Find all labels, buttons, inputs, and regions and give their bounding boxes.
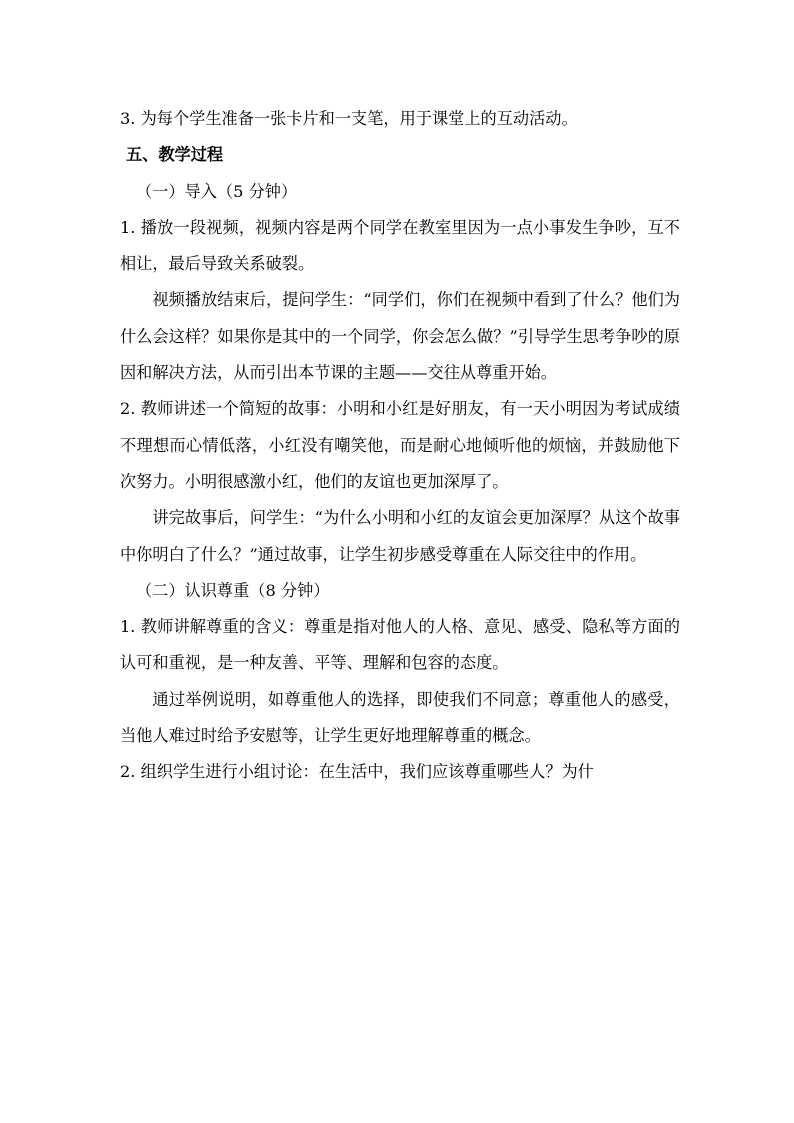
paragraph-video-questions: 视频播放结束后，提问学生：“同学们，你们在视频中看到了什么？他们为什么会这样？如果你是其中的一个同学，你会怎么做？”引导学生思考争吵的原因和解决方法，从而引出本节课的主题——交往从尊重开始。 [120,290,680,383]
sub-heading-understanding-respect: （二）认识尊重（8 分钟） [136,580,330,600]
list-item-group-discussion: 2. 组织学生进行小组讨论：在生活中，我们应该尊重哪些人？为什 [120,762,594,782]
document-body [120,101,680,791]
list-item-explain-respect: 1. 教师讲解尊重的含义：尊重是指对他人的人格、意见、感受、隐私等方面的认可和重视，是一种友善、平等、理解和包容的态度。 [120,617,680,673]
list-item-play-video: 1. 播放一段视频，视频内容是两个同学在教室里因为一点小事发生争吵，互不相让，最后导致关系破裂。 [120,217,680,274]
list-item-tell-story: 2. 教师讲述一个简短的故事：小明和小红是好朋友，有一天小明因为考试成绩不理想而心情低落，小红没有嘲笑他，而是耐心地倾听他的烦恼，并鼓励他下次努力。小明很感激小红，他们的友谊也更加深厚了。 [120,399,680,491]
paragraph-story-questions: 讲完故事后，问学生：“为什么小明和小红的友谊会更加深厚？从这个故事中你明白了什么？”通过故事，让学生初步感受尊重在人际交往中的作用。 [120,508,680,564]
sub-heading-introduction: （一）导入（5 分钟） [136,181,298,201]
section-heading-teaching-process: 五、教学过程 [126,145,224,165]
paragraph-respect-examples: 通过举例说明，如尊重他人的选择，即使我们不同意；尊重他人的感受，当他人难过时给予安慰等，让学生更好地理解尊重的概念。 [120,689,680,746]
list-item-prepare-cards: 3. 为每个学生准备一张卡片和一支笔，用于课堂上的互动活动。 [120,109,578,128]
